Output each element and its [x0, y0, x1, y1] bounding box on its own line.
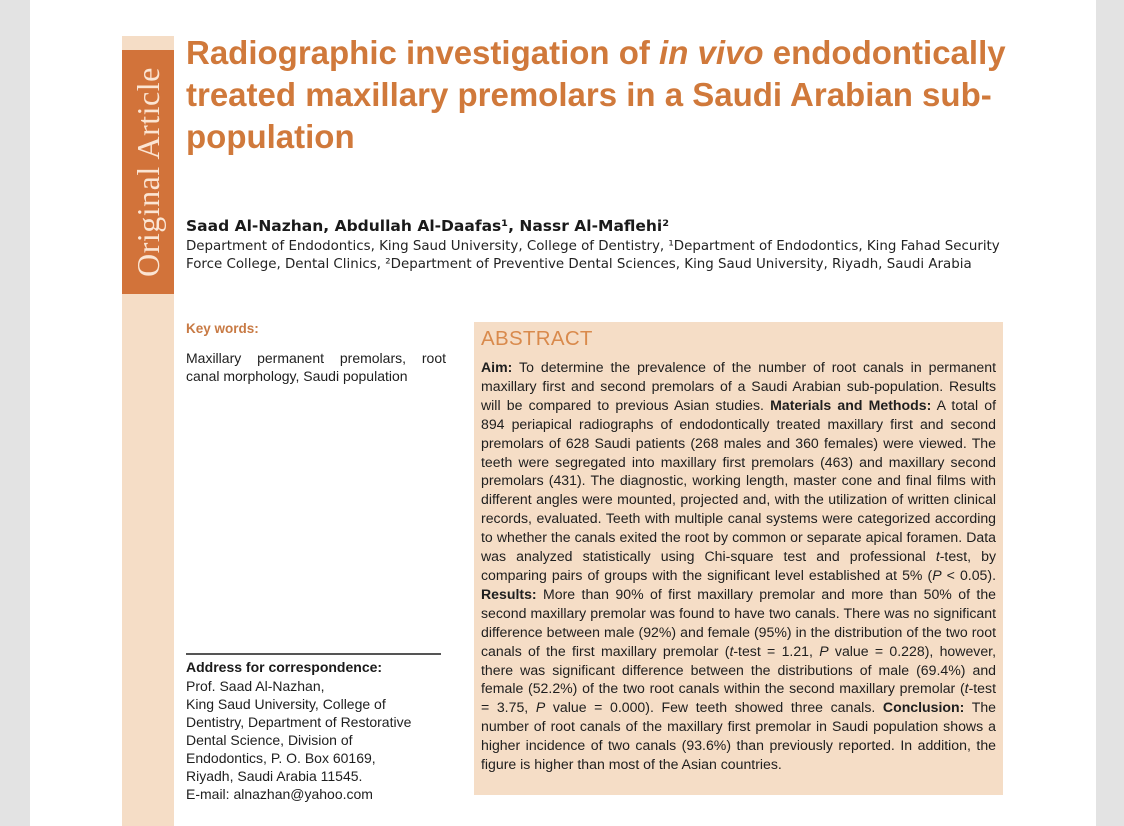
- correspondence-email[interactable]: E-mail: alnazhan@yahoo.com: [186, 786, 373, 802]
- article-type-label: [122, 50, 174, 294]
- author-affiliation: Department of Endodontics, King Saud University, College of Dentistry, ¹Department of Endodontics, King Fahad Security Force College, Dental Clinics, ²Department of Preventive Dental Sciences, King Saud University, Riyadh, Saudi Arabia: [186, 239, 1000, 272]
- abstract-section-label: Materials and Methods:: [770, 396, 932, 413]
- abstract-section-label: Results:: [481, 585, 537, 602]
- abstract-body: [481, 358, 996, 774]
- article-page: [30, 0, 1096, 826]
- correspondence-line: Prof. Saad Al-Nazhan,: [186, 678, 325, 694]
- abstract-text-run: -test = 1.21,: [733, 642, 820, 659]
- abstract-box: [474, 322, 1003, 795]
- abstract-text-run: P: [535, 699, 546, 716]
- abstract-section-label: Conclusion:: [882, 699, 965, 716]
- abstract-text-run: < 0.05).: [941, 566, 997, 583]
- correspondence-divider: [186, 653, 441, 655]
- abstract-text-run: value = 0.000). Few teeth showed three canals.: [545, 699, 883, 716]
- correspondence-line: Endodontics, P. O. Box 60169,: [186, 750, 376, 766]
- correspondence-line: King Saud University, College of: [186, 696, 386, 712]
- title-part-2: endodontically treated maxillary premolars in a Saudi Arabian sub-population: [186, 34, 1006, 155]
- keywords-text: Maxillary permanent premolars, root canal morphology, Saudi population: [186, 350, 446, 384]
- correspondence-line: Riyadh, Saudi Arabia 11545.: [186, 768, 363, 784]
- abstract-text-run: A total of 894 periapical radiographs of endodontically treated maxillary first and second premolars of 628 Saudi patients (268 males and 360 females) were viewed. The teeth were segregated into maxillary first premolars (463) and maxillary second premolars (431). The diagnostic, working length, master cone and final films with different angles were mounted, projected and, with the utilization of written clinical records, evaluated. Teeth with multiple canal systems were categorized according to whether the canals exited the root by common or separate apical foramen. Data was analyzed statistically using Chi-square test and professional: [481, 396, 996, 565]
- abstract-text-run: More than 90% of first maxillary premolar and more than 50% of the second maxillary premolar was found to have two canals. There was no significant difference between male (92%) and female (95%) in the distribution of the two root canals of the first maxillary premolar (: [481, 585, 996, 659]
- correspondence-heading: Address for correspondence:: [186, 659, 383, 675]
- abstract-text-run: -test, by comparing pairs of groups with the significant level established at 5% (: [481, 548, 996, 583]
- abstract-text-run: P: [932, 566, 942, 583]
- correspondence-address: [186, 677, 456, 803]
- abstract-heading: ABSTRACT: [481, 327, 593, 350]
- abstract-text-run: t: [935, 548, 940, 565]
- correspondence-line: Dental Science, Division of: [186, 732, 353, 748]
- abstract-text-run: t: [729, 642, 734, 659]
- article-title: [186, 32, 1026, 158]
- abstract-text-run: The number of root canals of the maxillary first premolar in Saudi population shows a higher incidence of two canals (93.6%) than previously reported. In addition, the figure is higher than most of the Asian countries.: [481, 699, 996, 773]
- correspondence-line: Dentistry, Department of Restorative: [186, 714, 412, 730]
- abstract-text-run: To determine the prevalence of the number of root canals in permanent maxillary first and second premolars of a Saudi Arabian sub-population. Results will be compared to previous Asian studies.: [481, 359, 996, 413]
- abstract-text-run: value = 0.228), however, there was significant difference between the distributions of male (69.4%) and female (52.2%) of the two root canals within the second maxillary premolar (: [481, 642, 996, 697]
- abstract-text-run: t: [964, 680, 969, 697]
- author-list: Saad Al-Nazhan, Abdullah Al-Daafas¹, Nassr Al-Maflehi²: [186, 217, 670, 235]
- title-part-1: Radiographic investigation of: [186, 34, 660, 71]
- article-type-text: Original Article: [129, 67, 166, 277]
- abstract-text-run: P: [819, 642, 829, 659]
- abstract-text-run: -test = 3.75,: [481, 680, 996, 716]
- abstract-section-label: Aim:: [481, 359, 513, 375]
- title-part-italic: in vivo: [659, 34, 764, 71]
- keywords-heading: Key words:: [186, 321, 259, 336]
